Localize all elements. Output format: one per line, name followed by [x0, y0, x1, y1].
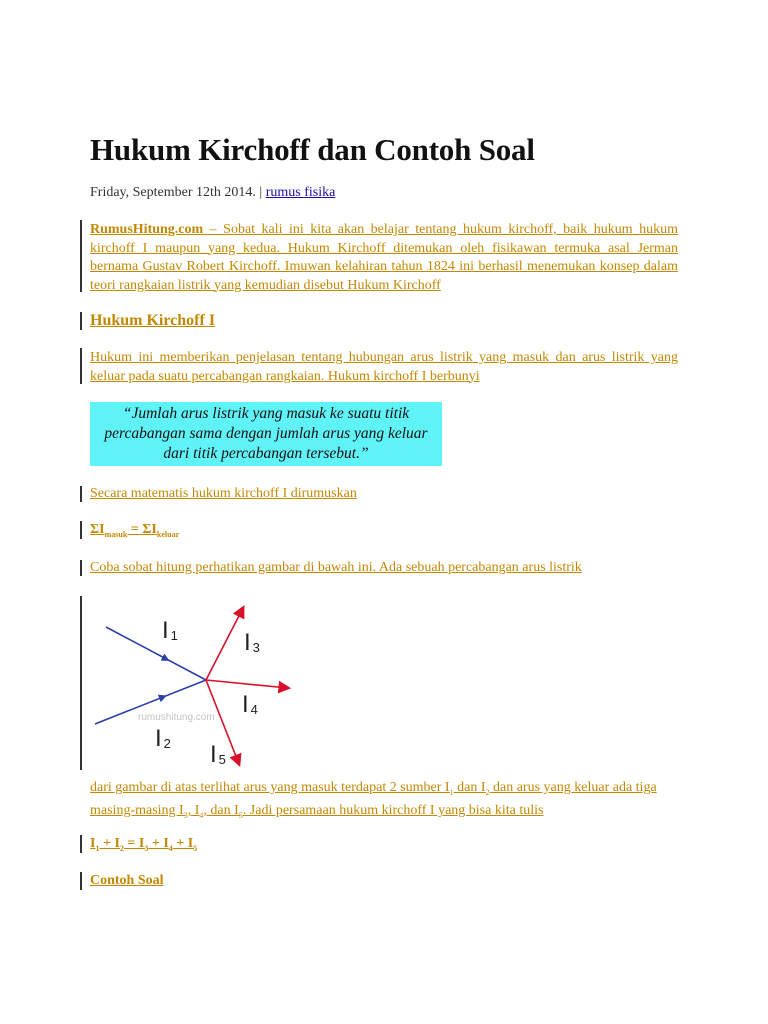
label-i2: I 2: [155, 725, 171, 752]
category-link[interactable]: rumus fisika: [265, 185, 336, 200]
quote-bar: [80, 312, 82, 330]
formula-sigma-right: ΣI: [142, 522, 157, 537]
watermark-text: rumushitung.com: [138, 712, 215, 723]
kirchoff-formula[interactable]: [90, 522, 179, 539]
quote-bar: [80, 486, 82, 502]
formula-equals: =: [127, 522, 143, 537]
post-date: Friday, September 12th 2014. |: [90, 185, 263, 200]
intro-paragraph[interactable]: [90, 221, 678, 295]
article-title: Hukum Kirchoff dan Contoh Soal: [90, 132, 535, 167]
label-i5: I 5: [210, 741, 226, 768]
quote-bar: [80, 220, 82, 292]
figure-intro[interactable]: Coba sobat hitung perhatikan gambar di bawah ini. Ada sebuah percabangan arus listrik: [90, 560, 582, 575]
junction-diagram: [92, 596, 302, 776]
current-line-i3: [206, 608, 243, 680]
law-quote-text: “Jumlah arus listrik yang masuk ke suatu titik percabangan sama dengan jumlah arus yang keluar dari titik percabangan tersebut.”: [104, 405, 428, 462]
section-heading-hukum-1[interactable]: Hukum Kirchoff I: [90, 312, 216, 329]
formula-sub-keluar: keluar: [156, 529, 180, 539]
label-i1: I 1: [162, 617, 178, 644]
brand-name[interactable]: RumusHitung.com: [90, 222, 204, 237]
quote-bar: [80, 872, 82, 890]
intro-text: – Sobat kali ini kita akan belajar tentang hukum kirchoff, baik hukum hukum kirchoff I maupun yang kedua. Hukum Kirchoff ditemukan oleh fisikawan termuka asal Jerman bernama Gustav Robert Kirchoff. Imuwan kelahiran tahun 1824 ini berhasil menemukan konsep dalam teori rangkaian listrik yang kemudian disebut Hukum Kirchoff: [90, 222, 678, 293]
quote-bar: [80, 348, 82, 384]
label-i4: I 4: [242, 691, 258, 718]
kirchoff-equation[interactable]: $I_1 + I_2 = I_3 + I_4 + I_5$: [90, 836, 198, 853]
current-line-i1: [106, 627, 206, 680]
quote-bar: [80, 596, 82, 770]
quote-bar: [80, 560, 82, 576]
section-heading-contoh-soal[interactable]: Contoh Soal: [90, 873, 164, 888]
section1-paragraph[interactable]: Hukum ini memberikan penjelasan tentang hubungan arus listrik yang masuk dan arus listrik yang keluar pada suatu percabangan rangkaian. Hukum kirchoff I berbunyi: [90, 350, 678, 384]
formula-sigma-left: ΣI: [90, 522, 105, 537]
label-i3: I 3: [244, 629, 260, 656]
formula-sub-masuk: masuk: [104, 529, 128, 539]
quote-bar: [80, 521, 82, 539]
law-quote-box: [90, 402, 442, 466]
after-figure-paragraph[interactable]: dari gambar di atas terlihat arus yang masuk terdapat 2 sumber $I_1$ dan $I_2$ dan arus yang keluar ada tiga masing-masing $I_3$, $I_4$, dan $I_5$. Jadi persamaan hukum kirchoff I yang bisa kita tulis: [90, 780, 657, 821]
current-line-i4: [206, 680, 288, 688]
quote-bar: [80, 835, 82, 853]
math-intro[interactable]: Secara matematis hukum kirchoff I dirumuskan: [90, 486, 357, 501]
article-meta: [90, 185, 335, 201]
